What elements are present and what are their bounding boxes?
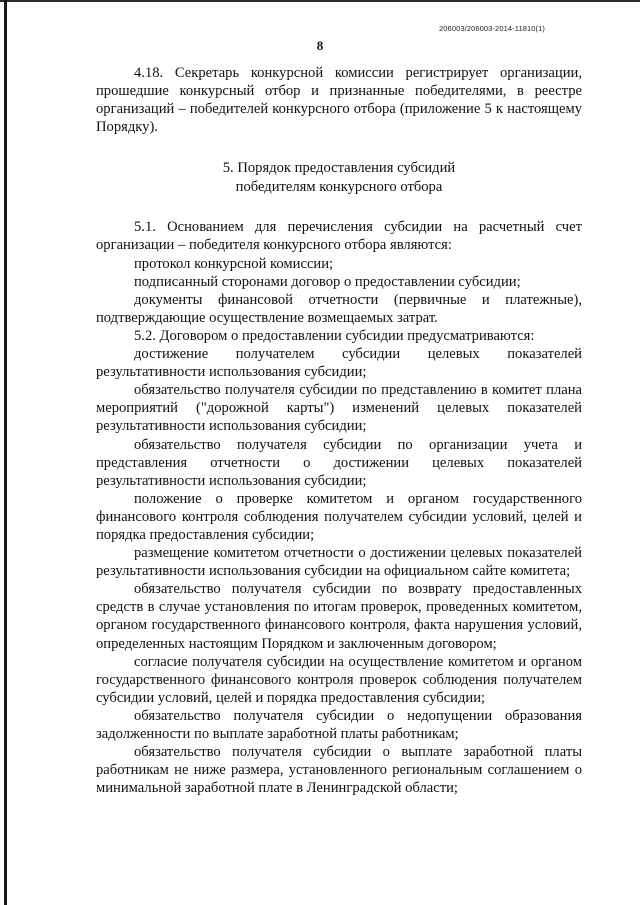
list-item: обязательство получателя субсидии по возврату предоставленных средств в случае установления по итогам проверок, проведенных комитетом, органом государственного финансового контроля, факта нарушения условий, определенных настоящим Порядком и заключенным договором; bbox=[96, 581, 582, 652]
document-id: 206003/206003-2014-11810(1) bbox=[439, 24, 545, 33]
section-5-heading bbox=[96, 159, 582, 197]
list-item: положение о проверке комитетом и органом государственного финансового контроля соблюдения получателем субсидии условий, целей и порядка предоставления субсидии; bbox=[96, 490, 582, 543]
section-5-title-line-1: 5. Порядок предоставления субсидий bbox=[222, 160, 456, 177]
list-item: обязательство получателя субсидии по представлению в комитет плана мероприятий ("дорожной карты") изменений целевых показателей результативности использования субсидии; bbox=[96, 382, 582, 435]
scan-edge-left bbox=[4, 0, 7, 905]
list-item: протокол конкурсной комиссии; bbox=[134, 255, 334, 272]
paragraph-5-2: 5.2. Договором о предоставлении субсидии предусматриваются: bbox=[134, 327, 535, 344]
list-item: подписанный сторонами договор о предоставлении субсидии; bbox=[134, 273, 521, 290]
section-5-title-line-2: победителям конкурсного отбора bbox=[235, 179, 443, 196]
page-body bbox=[96, 64, 582, 797]
list-item: согласие получателя субсидии на осуществление комитетом и органом государственного финансового контроля проверок соблюдения получателем субсидии условий, целей и порядка предоставления субсидии; bbox=[96, 653, 582, 706]
list-item: обязательство получателя субсидии о недопущении образования задолженности по выплате заработной платы работникам; bbox=[96, 707, 582, 742]
scan-edge-top bbox=[0, 0, 640, 2]
paragraph-5-1: 5.1. Основанием для перечисления субсидии на расчетный счет организации – победителя конкурсного отбора являются: bbox=[96, 219, 582, 254]
paragraph-4-18: 4.18. Секретарь конкурсной комиссии регистрирует организации, прошедшие конкурсный отбор и признанные победителями, в реестре организаций – победителей конкурсного отбора (приложение 5 к настоящему Порядку). bbox=[96, 65, 582, 136]
list-item: достижение получателем субсидии целевых показателей результативности использования субсидии; bbox=[96, 346, 582, 381]
list-item: документы финансовой отчетности (первичные и платежные), подтверждающие осуществление возмещаемых затрат. bbox=[96, 291, 582, 326]
list-item: размещение комитетом отчетности о достижении целевых показателей результативности использования субсидии на официальном сайте комитета; bbox=[96, 545, 582, 580]
list-item: обязательство получателя субсидии по организации учета и представления отчетности о достижении целевых показателей результативности использования субсидии; bbox=[96, 436, 582, 489]
page-number: 8 bbox=[316, 38, 324, 53]
list-item: обязательство получателя субсидии о выплате заработной платы работникам не ниже размера, установленного региональным соглашением о минимальной заработной плате в Ленинградской области; bbox=[96, 744, 582, 797]
